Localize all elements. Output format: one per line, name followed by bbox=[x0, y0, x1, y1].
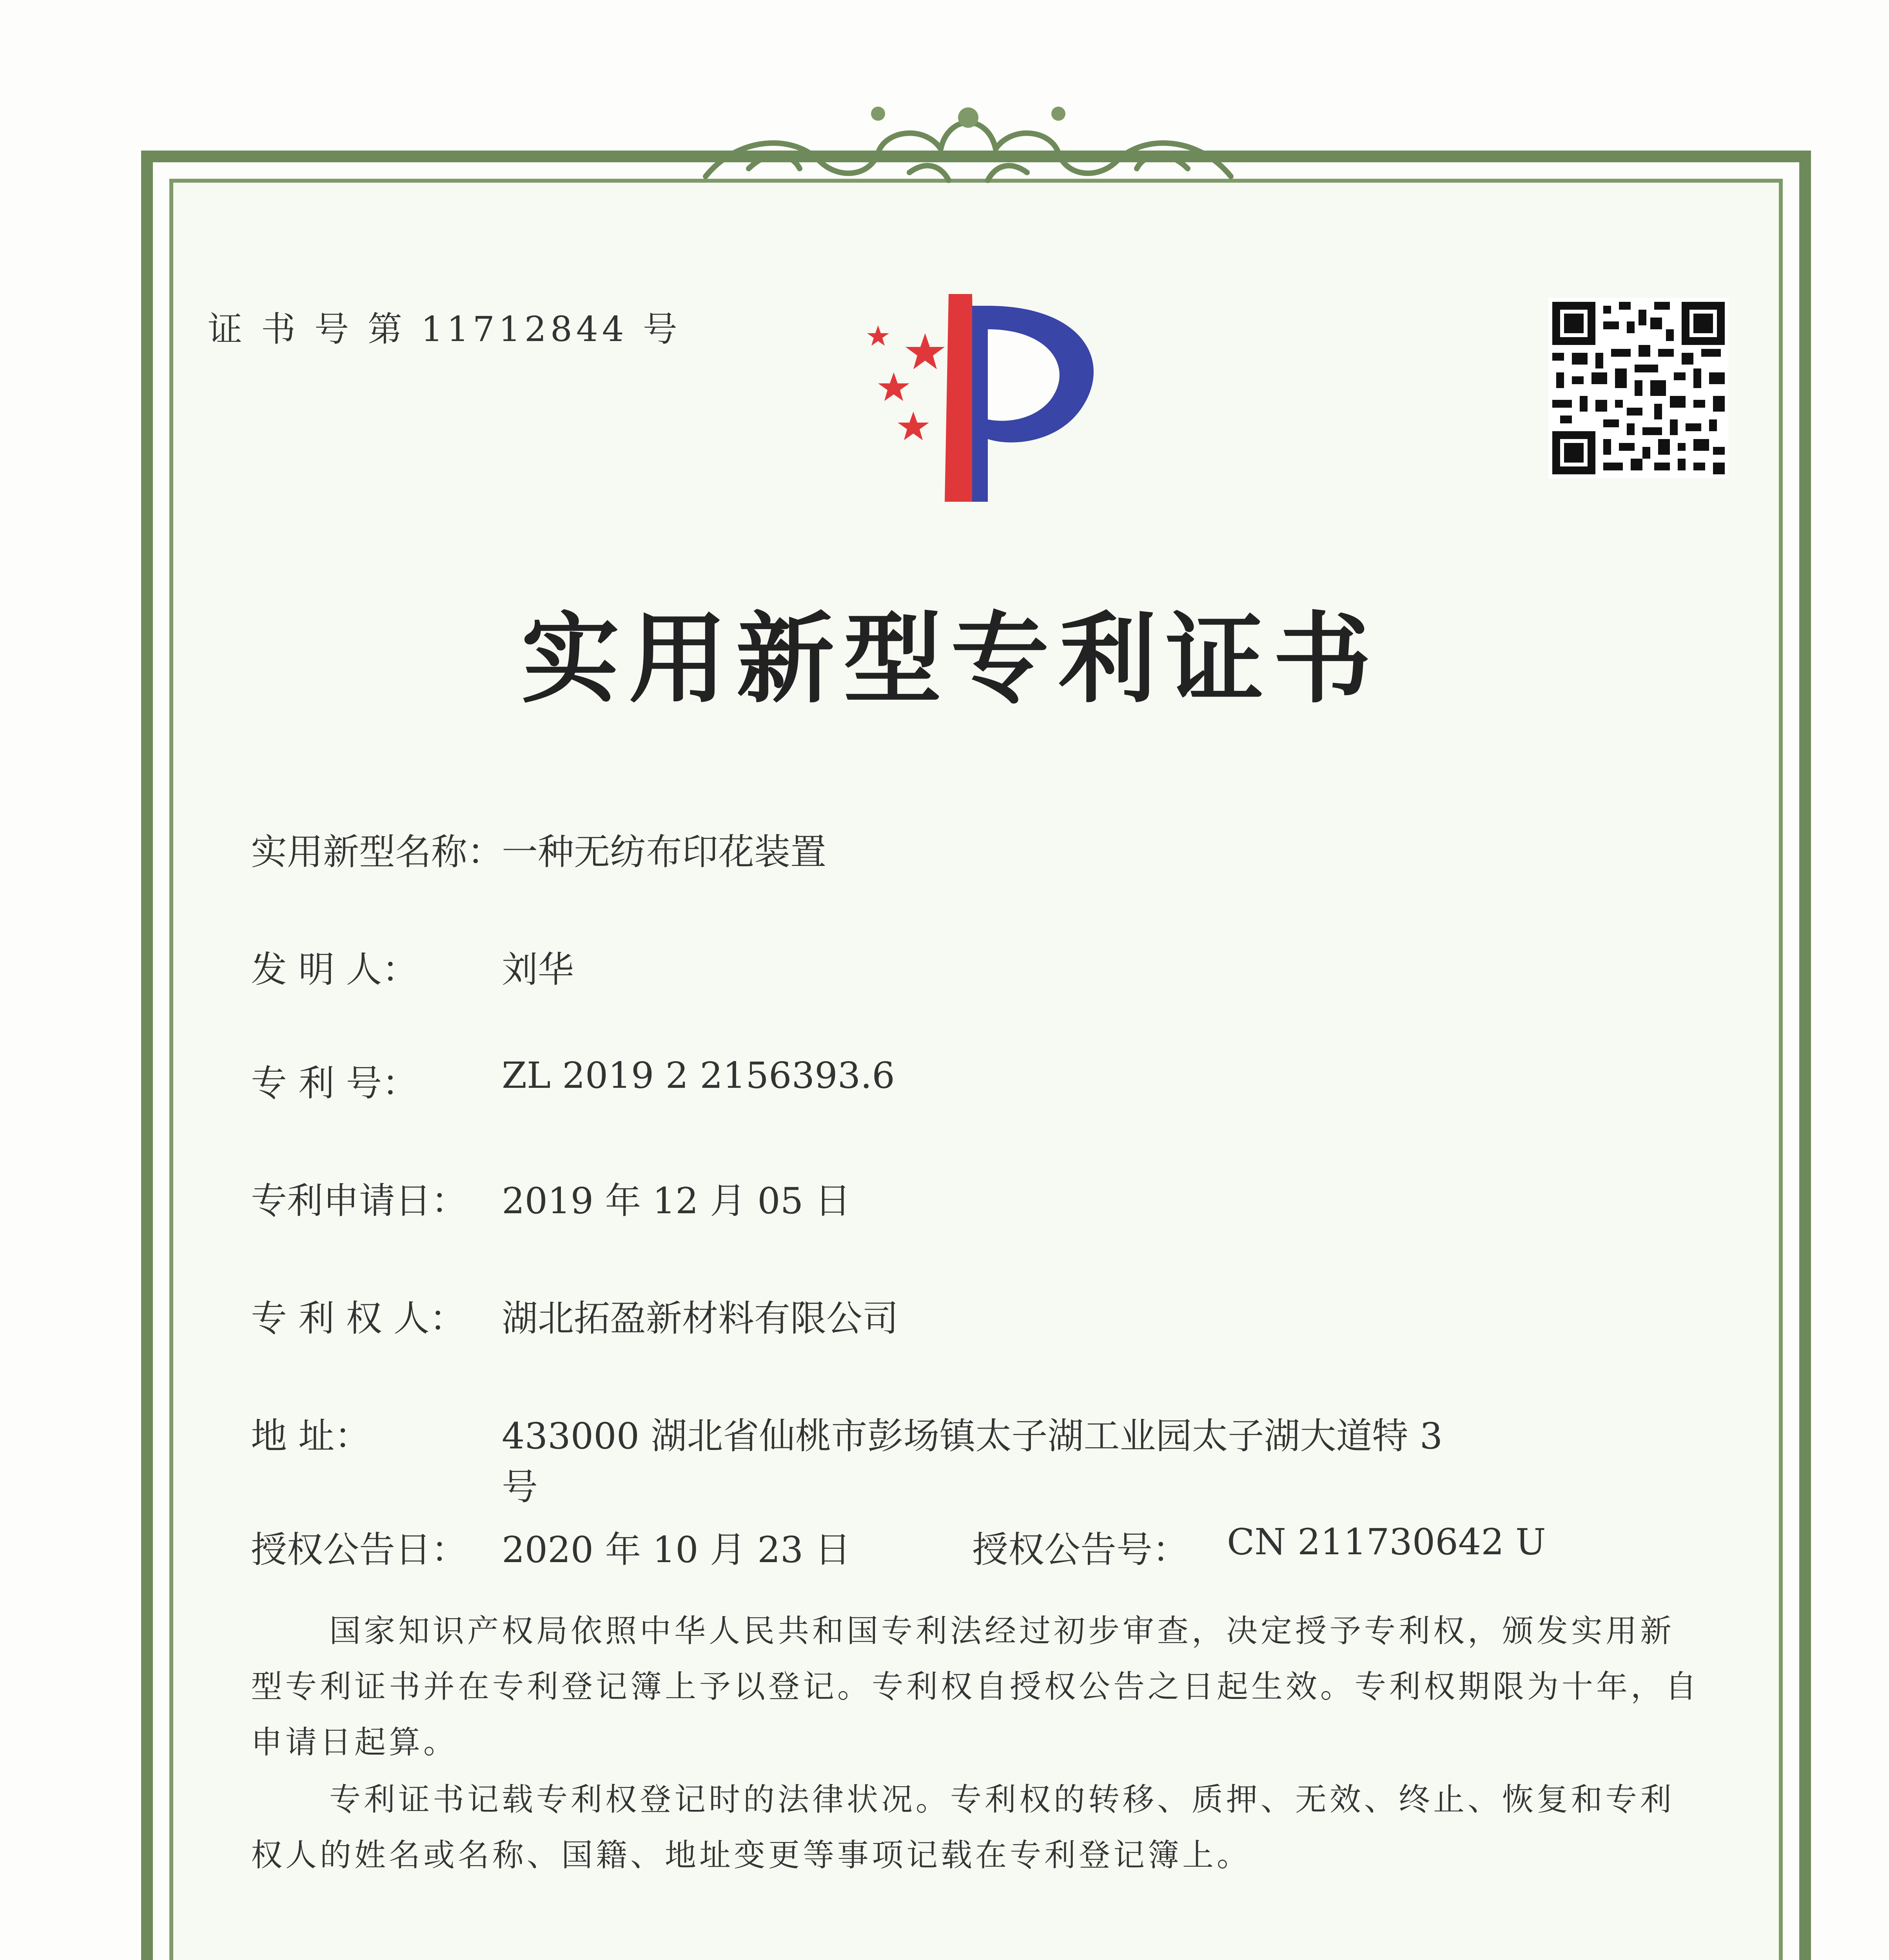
filing-date-value: 2019 年 12 月 05 日 bbox=[502, 1180, 851, 1222]
inventor-value: 刘华 bbox=[502, 949, 574, 991]
qr-code-icon bbox=[1548, 298, 1729, 478]
patent-number-label: 专 利 号： bbox=[251, 1062, 418, 1104]
certificate-number: 证 书 号 第 11712844 号 bbox=[208, 309, 681, 349]
patentee-label: 专 利 权 人： bbox=[251, 1298, 466, 1339]
utility-model-name-value: 一种无纺布印花装置 bbox=[502, 831, 827, 873]
certificate-title: 实用新型专利证书 bbox=[521, 601, 1381, 716]
announcement-date-value: 2020 年 10 月 23 日 bbox=[502, 1529, 851, 1571]
filing-date-label: 专利申请日： bbox=[251, 1180, 468, 1222]
announcement-date-label: 授权公告日： bbox=[251, 1529, 468, 1571]
announcement-number-label: 授权公告号： bbox=[972, 1529, 1189, 1571]
utility-model-name-label: 实用新型名称： bbox=[251, 831, 504, 873]
cnipa-logo-icon bbox=[831, 282, 1129, 510]
patent-number-value: ZL 2019 2 2156393.6 bbox=[502, 1054, 895, 1096]
notice-paragraph-1: 国家知识产权局依照中华人民共和国专利法经过初步审查，决定授予专利权，颁发实用新型专利证书并在专利登记簿上予以登记。专利权自授权公告之日起生效。专利权期限为十年，自申请日起算。 bbox=[251, 1613, 1700, 1760]
address-label: 地 址： bbox=[251, 1415, 371, 1457]
announcement-number-value: CN 211730642 U bbox=[1227, 1521, 1546, 1563]
top-ornament-icon bbox=[690, 90, 1247, 200]
address-value-line1: 433000 湖北省仙桃市彭场镇太子湖工业园太子湖大道特 3 bbox=[502, 1415, 1443, 1457]
address-value-line2: 号 bbox=[502, 1466, 538, 1508]
inventor-label: 发 明 人： bbox=[251, 949, 418, 991]
notice-paragraph-2: 专利证书记载专利权登记时的法律状况。专利权的转移、质押、无效、终止、恢复和专利权人的姓名或名称、国籍、地址变更等事项记载在专利登记簿上。 bbox=[251, 1781, 1675, 1873]
patentee-value: 湖北拓盈新材料有限公司 bbox=[502, 1298, 899, 1339]
